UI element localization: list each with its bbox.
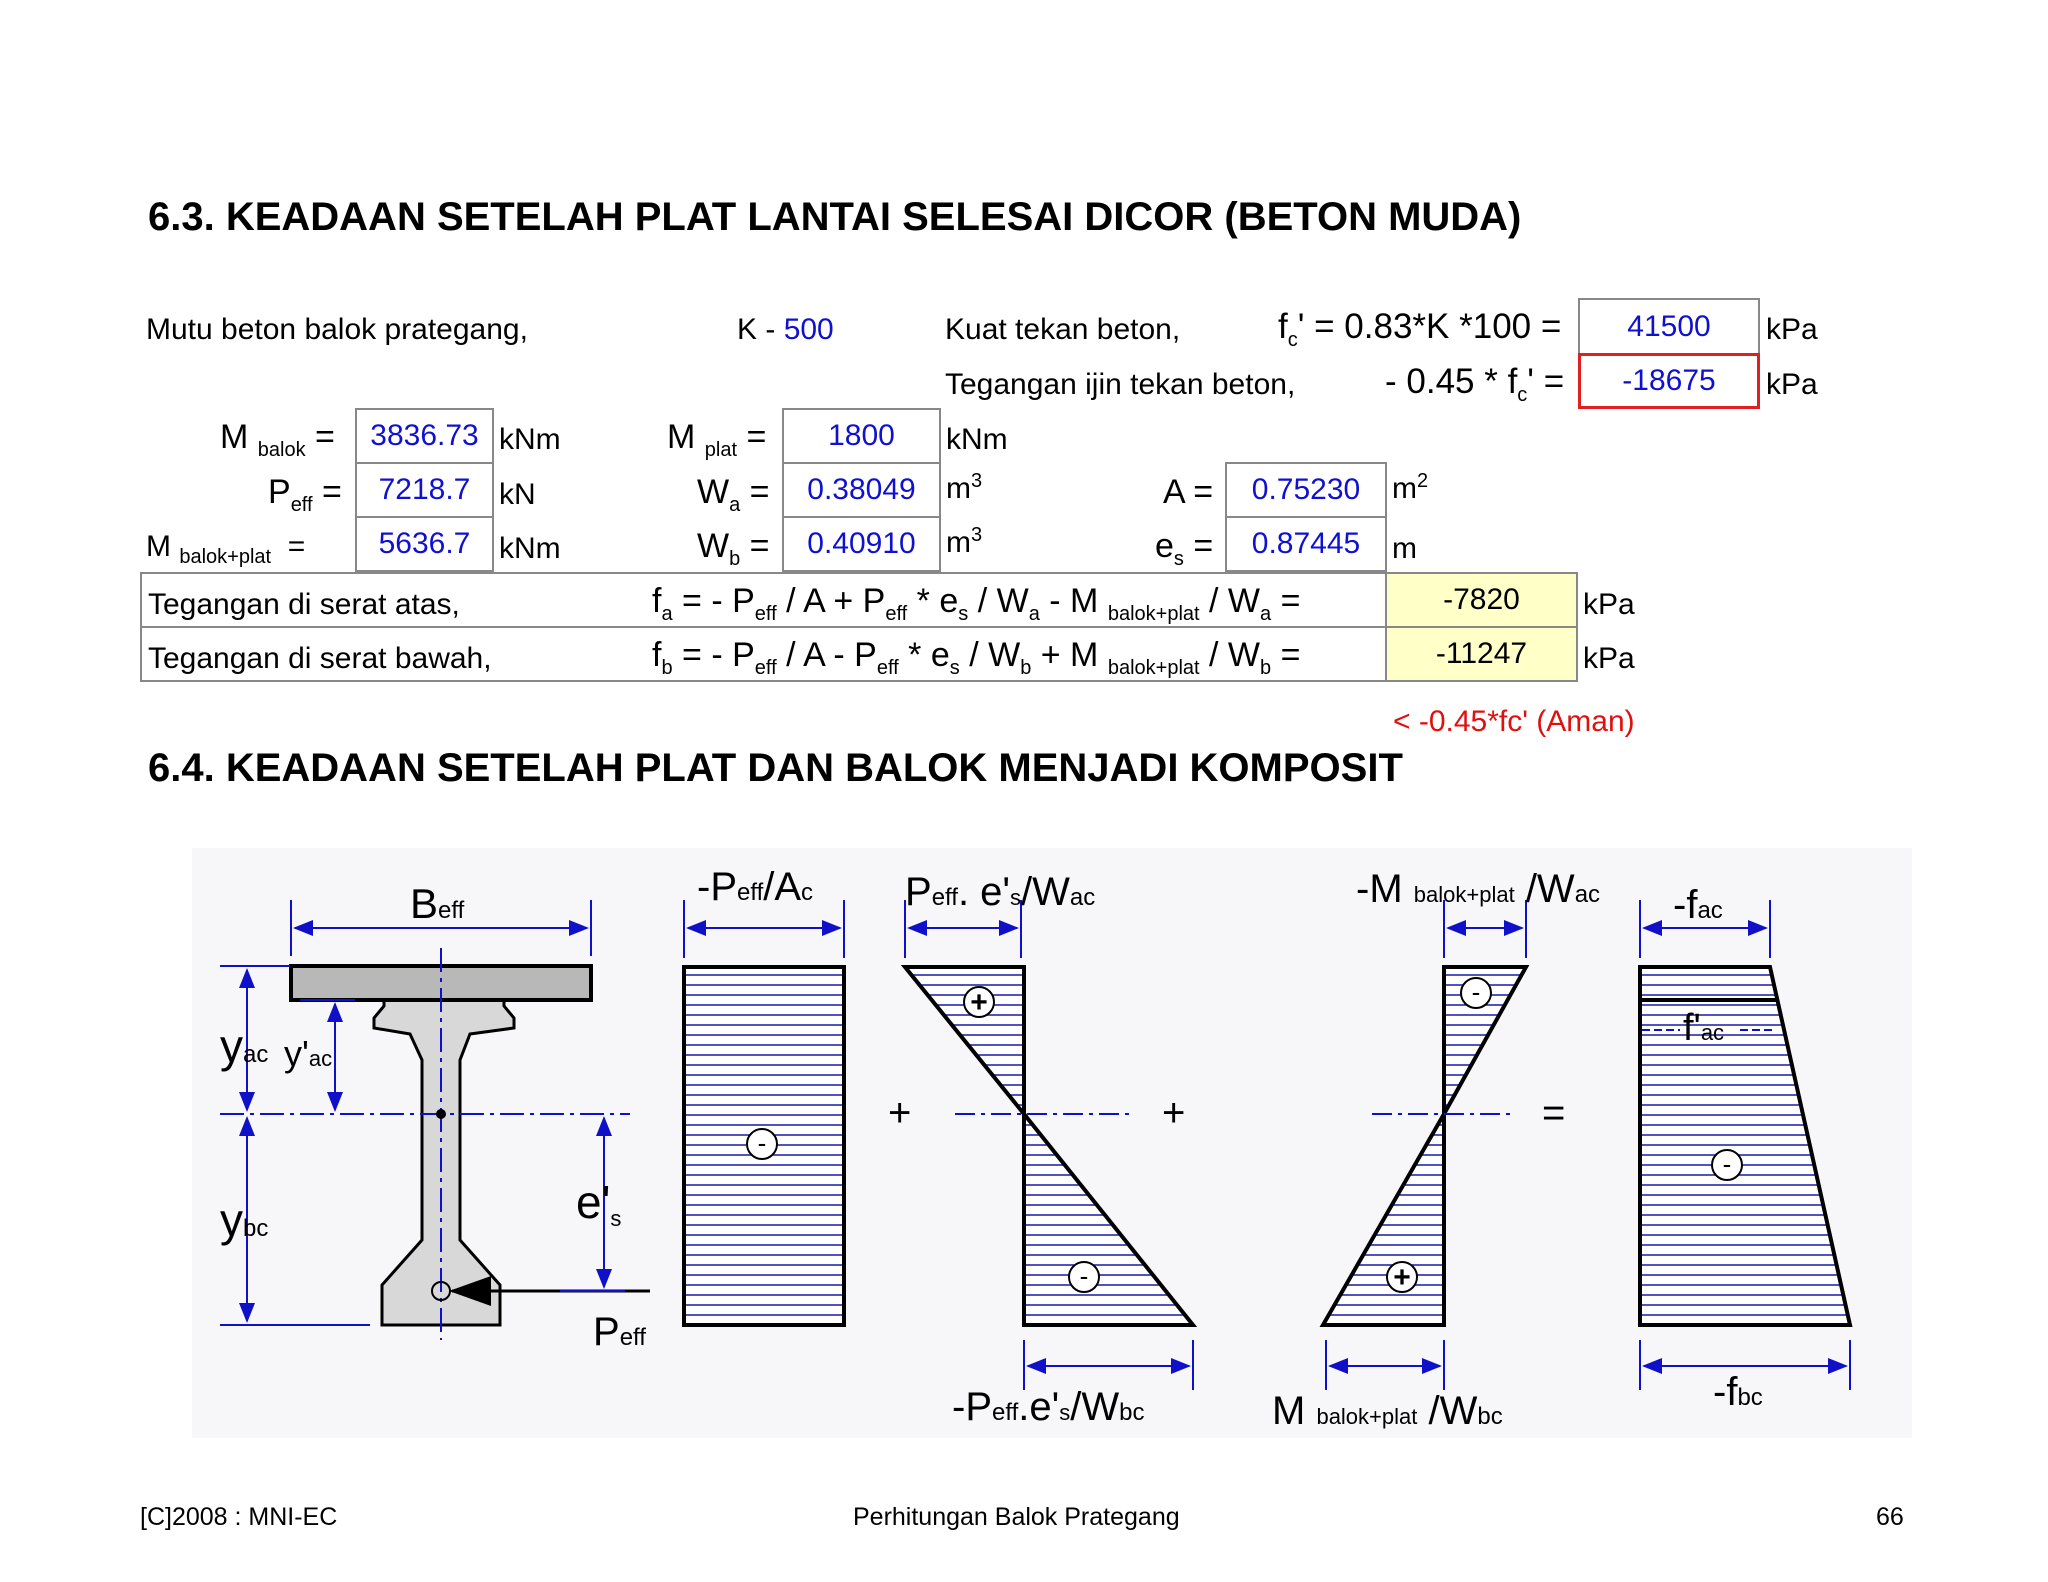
label-beff: Beff [410, 880, 465, 927]
mbalokplat-value: 5636.7 [355, 516, 494, 572]
fc-unit: kPa [1766, 313, 1818, 346]
mbalokplat-label: M $_{balok+plat}$ = [146, 530, 306, 568]
label-fac: -fac [1673, 883, 1723, 927]
peff-value: 7218.7 [355, 462, 494, 518]
mbalok-value: 3836.73 [355, 408, 494, 464]
label-ybc: ybc [220, 1194, 269, 1246]
label-axial: -Peff/Ac [697, 865, 814, 909]
sign-minus-bottom: - [1079, 1261, 1089, 1291]
wa-value: 0.38049 [782, 462, 941, 518]
section-heading-6-4: 6.4. KEADAAN SETELAH PLAT DAN BALOK MENJADI KOMPOSIT [148, 746, 1403, 790]
mbalok-label: M $_{balok}$ = [220, 418, 335, 461]
label-ypac: y'ac [284, 1033, 333, 1074]
es-unit: m [1392, 532, 1417, 565]
wb-value: 0.40910 [782, 516, 941, 572]
label-moment-bottom: M balok+plat /Wbc [1272, 1389, 1503, 1433]
mbalokplat-unit: kNm [499, 532, 561, 565]
stress-top-formula: $f_a$ = - $P_{eff} / A + P_{eff} * e_s / W_a - M$ $_{balok+plat} / W_a$ = [652, 582, 1301, 625]
equals-sign: = [1542, 1091, 1566, 1135]
mutu-label: Mutu beton balok prategang, [146, 313, 528, 346]
wb-unit: $m^3$ [946, 524, 983, 559]
label-prestress-bottom: -Peff.e's/Wbc [952, 1385, 1145, 1429]
stress-bottom-unit: kPa [1583, 642, 1635, 675]
label-fpac: f'ac [1683, 1007, 1725, 1049]
footer-left: [C]2008 : MNI-EC [140, 1503, 338, 1531]
a-label: A = [1163, 473, 1214, 511]
sign-plus-top: + [970, 986, 988, 1019]
sign-plus-moment: + [1393, 1261, 1411, 1294]
stress-bottom-value: -11247 [1385, 626, 1578, 682]
plus-sign-2: + [1162, 1091, 1186, 1135]
peff-unit: kN [499, 478, 536, 511]
check-note: < -0.45*fc' (Aman) [1393, 705, 1635, 738]
ijin-label: Tegangan ijin tekan beton, [945, 368, 1296, 401]
sign-minus-result: - [1722, 1149, 1732, 1179]
kuat-label: Kuat tekan beton, [945, 313, 1181, 346]
stress-top-label: Tegangan di serat atas, [148, 588, 460, 621]
ijin-value: -18675 [1578, 353, 1760, 409]
plus-sign-1: + [888, 1091, 912, 1135]
fc-value: 41500 [1578, 298, 1760, 355]
label-es: e's [576, 1176, 622, 1231]
wa-label: $W_a$ = [697, 473, 770, 516]
label-moment-top: -M balok+plat /Wac [1356, 867, 1601, 911]
footer-center: Perhitungan Balok Prategang [853, 1503, 1180, 1531]
label-fbc: -fbc [1713, 1370, 1763, 1414]
section-heading-6-3: 6.3. KEADAAN SETELAH PLAT LANTAI SELESAI DICOR (BETON MUDA) [148, 195, 1522, 239]
kuat-formula: $f_c' = 0.83*K$ *100 = [1278, 307, 1562, 351]
es-value: 0.87445 [1225, 516, 1387, 572]
label-yac: yac [220, 1020, 269, 1072]
ijin-unit: kPa [1766, 368, 1818, 401]
stress-top-value: -7820 [1385, 572, 1578, 628]
k-grade: K - 500 [737, 313, 834, 346]
stress-top-unit: kPa [1583, 588, 1635, 621]
stress-bottom-label: Tegangan di serat bawah, [148, 642, 492, 675]
mplat-unit: kNm [946, 423, 1008, 456]
stress-bottom-formula: $f_b$ = - $P_{eff} / A - P_{eff} * e_s / W_b + M$ $_{balok+plat} / W_b$ = [652, 636, 1301, 679]
label-prestress-top: Peff. e's/Wac [905, 870, 1096, 914]
a-unit: $m^2$ [1392, 470, 1429, 505]
mplat-label: M $_{plat}$ = [667, 418, 767, 461]
mbalok-unit: kNm [499, 423, 561, 456]
mplat-value: 1800 [782, 408, 941, 464]
ijin-formula: - $0.45 * f_c'$ = [1385, 362, 1565, 406]
sign-minus-moment: - [1471, 977, 1481, 1007]
wb-label: $W_b$ = [697, 527, 770, 570]
a-value: 0.75230 [1225, 462, 1387, 518]
label-peff: Peff [593, 1310, 646, 1354]
page-number: 66 [1876, 1503, 1904, 1531]
wa-unit: $m^3$ [946, 470, 983, 505]
peff-label: $P_{eff}$ = [268, 473, 342, 516]
es-label: $e_s$ = [1155, 527, 1214, 570]
sign-minus-axial: - [757, 1128, 767, 1158]
